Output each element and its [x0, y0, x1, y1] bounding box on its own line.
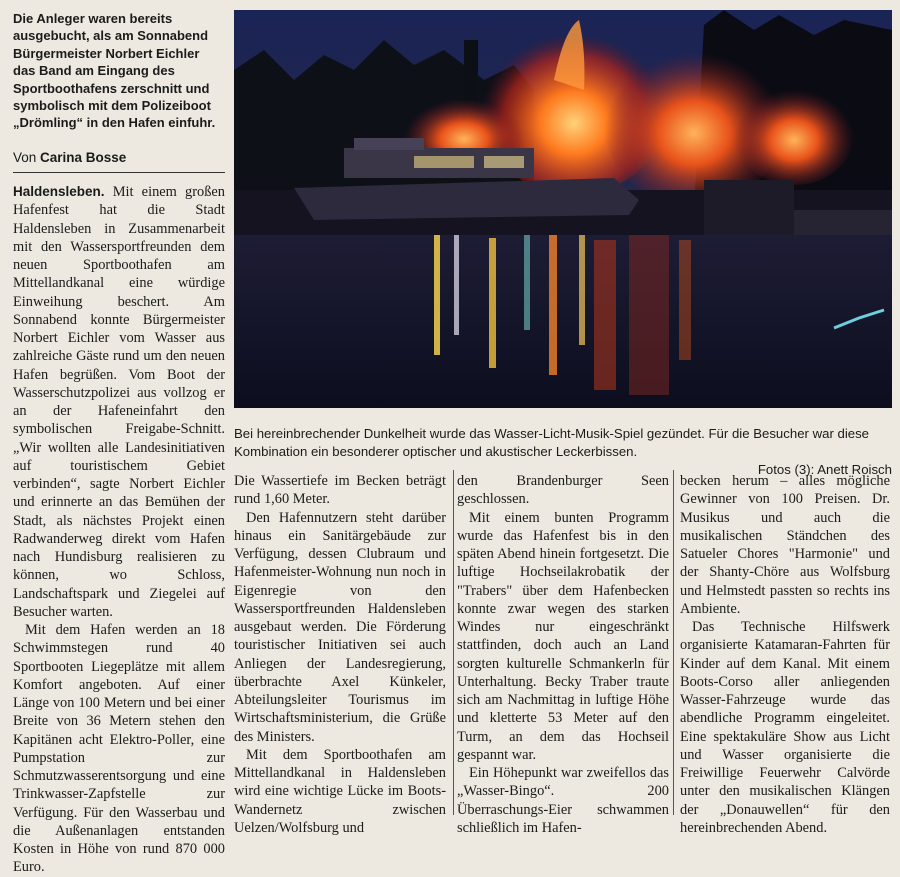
byline-prefix: Von: [13, 150, 41, 165]
photo-caption: Bei hereinbrechender Dunkelheit wurde das Wasser-Licht-Musik-Spiel gezündet. Für die Besucher war diese Kombination ein besonderer optischer und akustischer Leckerbissen.: [234, 426, 870, 459]
paragraph: Das Technische Hilfswerk organisierte Katamaran-Fahrten für Kinder auf dem Kanal. Mit einem Boots-Corso aller anliegenden Wasser-Fahrzeuge wurde das abendliche Programm eingeleitet. Eine spektakuläre Show aus Licht und Wasser organisierte die Freiwillige Feuerwehr Calvörde unter den musikalischen Klängen der „Donauwellen“ für den hereinbrechenden Abend.: [680, 619, 890, 836]
paragraph: Mit dem Hafen werden an 18 Schwimmstegen rund 40 Sportbooten Liegeplätze mit allem Komfort angeboten. Auf einer Länge von 100 Metern und bei einer Breite von 36 Metern stehen den Kapitänen acht Elektro-Poller, eine Pumpstation zur Schmutzwasserentsorgung und eine Trinkwasser-Zapfstelle zur Verfügung. Für den Wasserbau und die Außenanlagen entstanden Kosten in Höhe von rund 870 000 Euro.: [13, 622, 225, 876]
paragraph: Mit einem bunten Programm wurde das Hafenfest bis in den späten Abend hinein fortgesetzt. Die luftige Hochseilakrobatik der "Trabers" über dem Hafenbecken konnte zwar wegen des starken Windes nur eingeschränkt stattfinden, doch auch an Land sorgten kulturelle Schmankerln für Unterhaltung. Becky Traber traute sich am Nachmittag in luftige Höhe und kletterte 53 Meter auf den Turm, an dem das Hochseil gespannt war.: [457, 509, 669, 763]
article-column-4: [680, 472, 890, 837]
byline: [13, 150, 225, 173]
paragraph: Den Hafennutzern steht darüber hinaus ein Sanitärgebäude zur Verfügung, dessen Clubraum und Hafenmeister-Wohnung nun noch in Eigenregie von den Wassersportfreunden Haldensleben ausgebaut werden. Die Förderung touristischer Initiativen sei auch Anliegen der Landesregierung, überbrachte Axel Künkeler, Abteilungsleiter Tourismus im Wirtschaftsministerium, die Grüße des Ministers.: [234, 509, 446, 745]
paragraph: Ein Höhepunkt war zweifellos das „Wasser-Bingo“. 200 Überraschungs-Eier schwammen schließlich im Hafen-: [457, 765, 669, 836]
column-divider: [453, 470, 454, 815]
paragraph: Mit dem Sportboothafen am Mittellandkanal in Haldensleben wird eine wichtige Lücke im Boots-Wandernetz zwischen Uelzen/Wolfsburg und: [234, 746, 446, 836]
paragraph: Die Wassertiefe im Becken beträgt rund 1,60 Meter.: [234, 473, 446, 508]
article-column-1: [13, 183, 225, 877]
paragraph: [13, 183, 225, 621]
photo-credit: Fotos (3): Anett Roisch: [757, 462, 892, 477]
paragraph: becken herum – alles mögliche Gewinner von 100 Preisen. Dr. Musikus und auch die musikalischen Ständchen des Satueler Chores "Harmonie" und der Shanty-Chöre aus Wolfsburg und Helmstedt passten so rechts ins Ambiente.: [680, 473, 890, 617]
byline-author: Carina Bosse: [40, 150, 127, 165]
article-column-2: [234, 472, 446, 837]
column-divider: [673, 470, 674, 815]
article-lead: Die Anleger waren bereits ausgebucht, als am Sonnabend Bürgermeister Norbert Eichler das Band am Eingang des Sportboothafens zerschnitt und symbolisch mit dem Polizeiboot „Drömling“ in den Hafen einfuhr.: [13, 11, 216, 131]
paragraph-text: Mit einem großen Hafenfest hat die Stadt Haldensleben in Zusammenarbeit mit den Wassersportfreunden dem neuen Sportboothafen am Mittellandkanal eine würdige Einweihung beschert. Am Sonnabend konnte Bürgermeister Norbert Eichler vom Wasser aus zahlreiche Gäste rund um den neuen Hafen begrüßen. Vom Boot der Wasserschutzpolizei aus vollzog er an der Hafeneinfahrt den symbolischen Freigabe-Schnitt. „Wir wollten alle Landesinitiativen auf touristischem Gebiet verbinden“, sagte Norbert Eichler und erinnerte an das Bemühen der Stadt, als nächstes Projekt einen Radwanderweg direkt vom Hafen nach Hundisburg realisieren zu können, wo Schloss, Landschaftspark und Ziegelei auf Besucher warten.: [13, 184, 225, 620]
paragraph: den Brandenburger Seen geschlossen.: [457, 473, 669, 508]
dateline-city: Haldensleben.: [13, 184, 105, 199]
article-photo: [234, 10, 892, 408]
article-column-3: [457, 472, 669, 837]
photo-caption-block: [234, 425, 892, 479]
